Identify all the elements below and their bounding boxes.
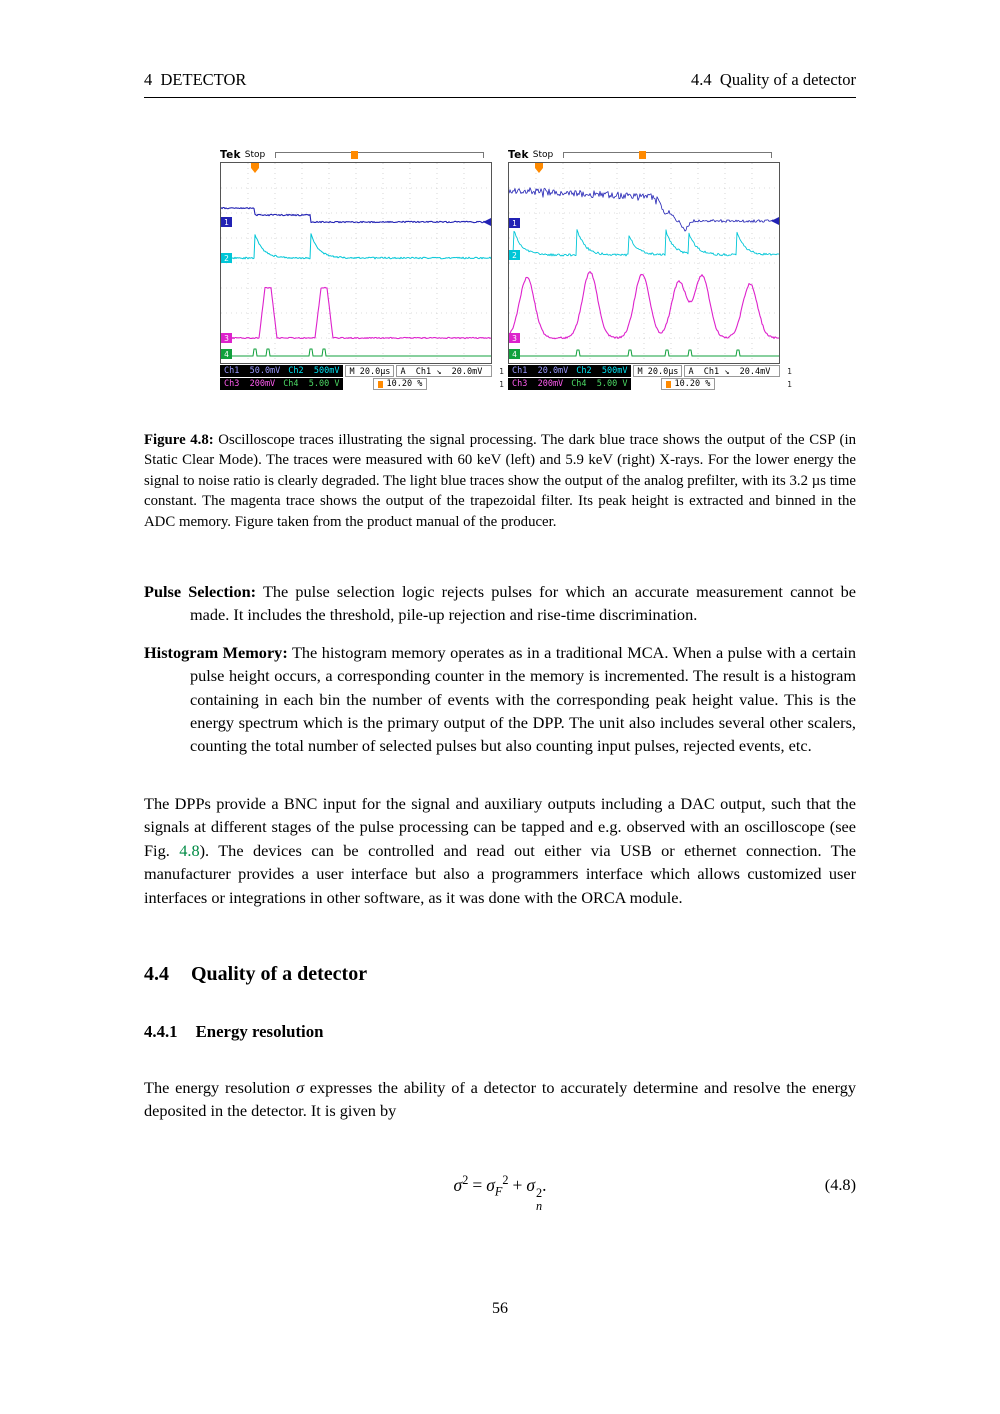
svg-text:1: 1 [224, 218, 229, 227]
energy-resolution-paragraph [144, 1076, 856, 1123]
scope-left-status-row-1 [220, 365, 492, 377]
trigger-position-value: 10.20 % [386, 379, 423, 389]
record-view-bar [275, 152, 484, 158]
running-header [144, 0, 856, 90]
section-number: 4.4 [144, 962, 169, 985]
status-spacer [715, 378, 780, 390]
subscript-n: n [535, 1198, 543, 1213]
definition-text: The histogram memory operates as in a traditional MCA. When a pulse with a certain pulse height occurs, a corresponding counter in the memory is incremented. The result is a histogram containing in each bin the number of events with the corresponding peak height value. This is the energy spectrum which is the primary output of the DPP. The unit also includes several other scalers, counting the total number of selected pulses but also counting input pulses, rejected events, etc. [190, 642, 857, 756]
exponent: 2 [502, 1172, 509, 1187]
definition-histogram-memory [144, 641, 856, 758]
figure-caption-label: Figure 4.8: [144, 432, 214, 448]
trigger-position-readout [661, 378, 715, 390]
figure-reference-link[interactable]: 4.8 [179, 840, 200, 860]
edge-mark: 1 [499, 367, 504, 376]
trigger-position-marker-icon [639, 151, 646, 159]
body-text: The energy resolution [144, 1077, 296, 1097]
waveform-graticule-right [509, 163, 779, 363]
scope-left-display [220, 162, 492, 364]
equation-number: (4.8) [824, 1174, 856, 1194]
subsection-title: Energy resolution [195, 1021, 324, 1041]
scope-left-status-row-2 [220, 378, 492, 390]
sigma-symbol: σ [295, 1077, 304, 1097]
scope-right-status-row-2 [508, 378, 780, 390]
running-header-left: 4 DETECTOR [144, 70, 247, 89]
tek-logo: Tek [220, 148, 241, 161]
acquisition-status: Stop [532, 149, 554, 160]
record-view-bar [563, 152, 772, 158]
sigma-symbol: σ [486, 1174, 495, 1195]
definition-text: The pulse selection logic rejects pulses for which an accurate measurement cannot be made. It includes the threshold, pile-up rejection and rise-time discrimination. [190, 582, 856, 625]
definition-pulse-selection [144, 580, 856, 627]
status-spacer [631, 378, 661, 390]
sigma-symbol: σ [526, 1174, 535, 1195]
svg-text:2: 2 [512, 251, 517, 260]
scope-left [220, 148, 492, 390]
ch2-readout: Ch2 500mV [572, 365, 631, 377]
trigger-readout: A Ch1 ↘ 20.4mV [684, 365, 780, 377]
svg-text:2: 2 [224, 254, 229, 263]
plus-sign: + [512, 1174, 523, 1195]
edge-mark: 1 [787, 367, 792, 376]
exponent: 2 [535, 1185, 543, 1200]
timebase-readout: M 20.0µs [345, 365, 394, 377]
edge-marks-right [787, 365, 792, 391]
edge-marks-left [499, 365, 504, 391]
trigger-position-readout [373, 378, 427, 390]
waveform-graticule-left [221, 163, 491, 363]
ch2-readout: Ch2 500mV [284, 365, 343, 377]
definition-term: Pulse Selection: [144, 582, 257, 602]
svg-text:3: 3 [224, 334, 229, 343]
ch1-readout: Ch1 20.0mV [508, 365, 572, 377]
exponent: 2 [462, 1172, 469, 1187]
status-spacer [343, 378, 373, 390]
acquisition-status: Stop [244, 149, 266, 160]
figure-caption-text: Oscilloscope traces illustrating the signal processing. The dark blue trace shows the output of the CSP (in Static Clear Mode). The traces were measured with 60 keV (left) and 5.9 keV (right) X-rays. For the lower energy the signal to noise ratio is clearly degraded. The light blue traces show the output of the analog prefilter, with its 3.2 µs time constant. The magenta trace shows the output of the trapezoidal filter. Its peak height is extracted and binned in the ADC memory. Figure taken from the product manual of the producer. [144, 432, 856, 530]
trigger-readout: A Ch1 ↘ 20.0mV [396, 365, 492, 377]
oscilloscope-screenshot-left [220, 148, 504, 390]
edge-mark: 1 [499, 380, 504, 389]
subsection-heading [144, 1022, 856, 1042]
section-heading [144, 963, 856, 986]
figure-4-8 [144, 148, 856, 390]
equals-sign: = [472, 1174, 483, 1195]
trigger-icon [378, 381, 383, 388]
body-text: The DPPs provide a BNC input for the signal and auxiliary outputs including a DAC output, such that the signals at different stages of the pulse processing can be tapped and e.g. observed with an oscilloscope (see Fig. [144, 793, 856, 860]
section-title: Quality of a detector [191, 962, 368, 985]
status-spacer [427, 378, 492, 390]
trigger-position-value: 10.20 % [674, 379, 711, 389]
equation-body [453, 1172, 547, 1213]
figure-caption [144, 430, 856, 532]
running-header-right: 4.4 Quality of a detector [691, 70, 856, 89]
scope-right [508, 148, 780, 390]
equation-4-8 [144, 1173, 856, 1213]
svg-text:4: 4 [512, 350, 517, 359]
svg-text:1: 1 [512, 219, 517, 228]
equation-period: . [542, 1174, 547, 1195]
svg-text:3: 3 [512, 334, 517, 343]
ch3-readout: Ch3 200mV [220, 378, 279, 390]
trigger-icon [666, 381, 671, 388]
header-rule [144, 97, 856, 98]
oscilloscope-screenshot-right [508, 148, 792, 390]
subsection-number: 4.4.1 [144, 1021, 178, 1041]
scope-right-topbar [508, 148, 780, 161]
scope-left-topbar [220, 148, 492, 161]
definition-term: Histogram Memory: [144, 642, 288, 662]
scope-right-display [508, 162, 780, 364]
tek-logo: Tek [508, 148, 529, 161]
timebase-readout: M 20.0µs [633, 365, 682, 377]
body-text: ). The devices can be controlled and read out either via USB or ethernet connection. The manufacturer provides a user interface but also a programmers interface which allows customized user interfaces or integrations in other software, as it was done with the ORCA module. [144, 840, 856, 907]
ch4-readout: Ch4 5.00 V [567, 378, 631, 390]
trigger-position-marker-icon [351, 151, 358, 159]
ch4-readout: Ch4 5.00 V [279, 378, 343, 390]
body-paragraph [144, 792, 856, 909]
subscript-F: F [494, 1184, 503, 1199]
edge-mark: 1 [787, 380, 792, 389]
page-number: 56 [492, 1300, 508, 1317]
sigma-symbol: σ [453, 1174, 463, 1195]
svg-text:4: 4 [224, 350, 229, 359]
scope-right-status-row-1 [508, 365, 780, 377]
body-text: expresses the ability of a detector to accurately determine and resolve the energy deposited in the detector. It is given by [144, 1077, 856, 1121]
ch1-readout: Ch1 50.0mV [220, 365, 284, 377]
ch3-readout: Ch3 200mV [508, 378, 567, 390]
